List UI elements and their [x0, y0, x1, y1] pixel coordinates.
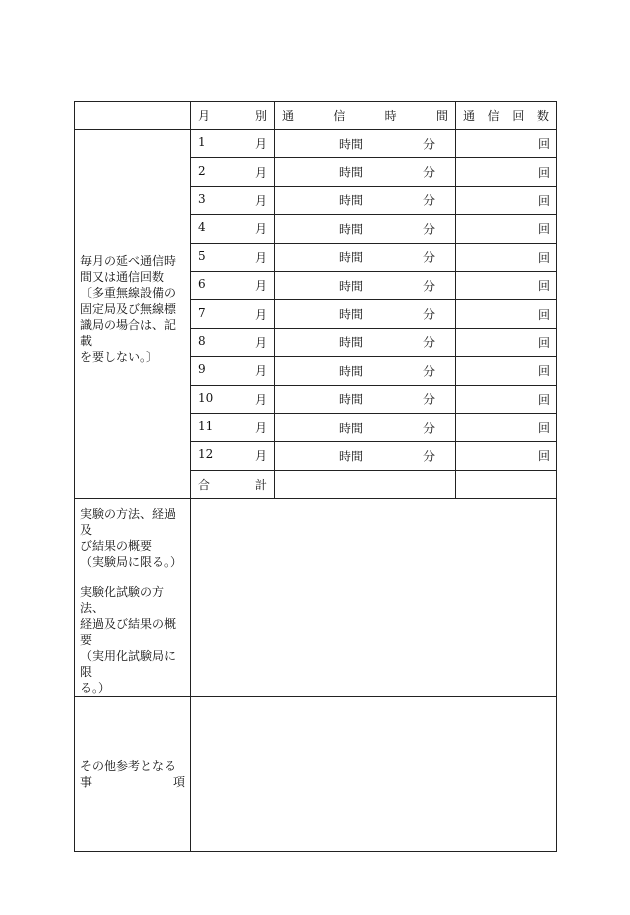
- month-cell: 6 月: [191, 271, 275, 299]
- notes-content-cell[interactable]: [191, 696, 557, 851]
- method-label-cell: 実験の方法、経過及 び結果の概要 （実験局に限る。） 実験化試験の方法、 経過及び結果の概 要 （実用化試験局に限 る。）: [75, 498, 191, 696]
- month-cell: 1 月: [191, 130, 275, 158]
- notes-row: [75, 696, 557, 851]
- method-content-cell[interactable]: [191, 498, 557, 696]
- time-cell: 時間 分: [275, 158, 456, 186]
- time-cell: 時間 分: [275, 385, 456, 413]
- count-cell: 回: [456, 300, 557, 328]
- total-label-cell: 合 計: [191, 470, 275, 498]
- total-time-cell: [275, 470, 456, 498]
- month-cell: 7 月: [191, 300, 275, 328]
- month-cell: 3 月: [191, 186, 275, 214]
- notes-label-cell: その他参考となる 事 項: [75, 696, 191, 851]
- time-cell: 時間 分: [275, 300, 456, 328]
- time-cell: 時間 分: [275, 413, 456, 441]
- count-cell: 回: [456, 442, 557, 470]
- time-cell: 時間 分: [275, 215, 456, 243]
- month-cell: 12 月: [191, 442, 275, 470]
- count-cell: 回: [456, 413, 557, 441]
- count-cell: 回: [456, 215, 557, 243]
- time-cell: 時間 分: [275, 357, 456, 385]
- month-cell: 5 月: [191, 243, 275, 271]
- count-cell: 回: [456, 271, 557, 299]
- count-cell: 回: [456, 328, 557, 356]
- month-cell: 9 月: [191, 357, 275, 385]
- header-blank-cell: [75, 102, 191, 130]
- operation-report-table: [74, 101, 557, 852]
- monthly-label-cell: 毎月の延べ通信時 間又は通信回数 〔多重無線設備の 固定局及び無線標 識局の場合は、記載 を要しない。〕: [75, 130, 191, 499]
- time-cell: 時間 分: [275, 130, 456, 158]
- time-cell: 時間 分: [275, 186, 456, 214]
- month-cell: 11 月: [191, 413, 275, 441]
- time-cell: 時間 分: [275, 328, 456, 356]
- time-cell: 時間 分: [275, 442, 456, 470]
- time-cell: 時間 分: [275, 243, 456, 271]
- header-time-cell: 通 信 時 間: [275, 102, 456, 130]
- time-cell: 時間 分: [275, 271, 456, 299]
- total-count-cell: [456, 470, 557, 498]
- count-cell: 回: [456, 385, 557, 413]
- count-cell: 回: [456, 186, 557, 214]
- count-cell: 回: [456, 357, 557, 385]
- count-cell: 回: [456, 243, 557, 271]
- month-cell: 2 月: [191, 158, 275, 186]
- count-cell: 回: [456, 158, 557, 186]
- month-cell: 8 月: [191, 328, 275, 356]
- header-row: [75, 102, 557, 130]
- count-cell: 回: [456, 130, 557, 158]
- month-row: [75, 130, 557, 158]
- month-cell: 10 月: [191, 385, 275, 413]
- month-cell: 4 月: [191, 215, 275, 243]
- header-month-cell: 月 別: [191, 102, 275, 130]
- header-count-cell: 通 信 回 数: [456, 102, 557, 130]
- method-row: [75, 498, 557, 696]
